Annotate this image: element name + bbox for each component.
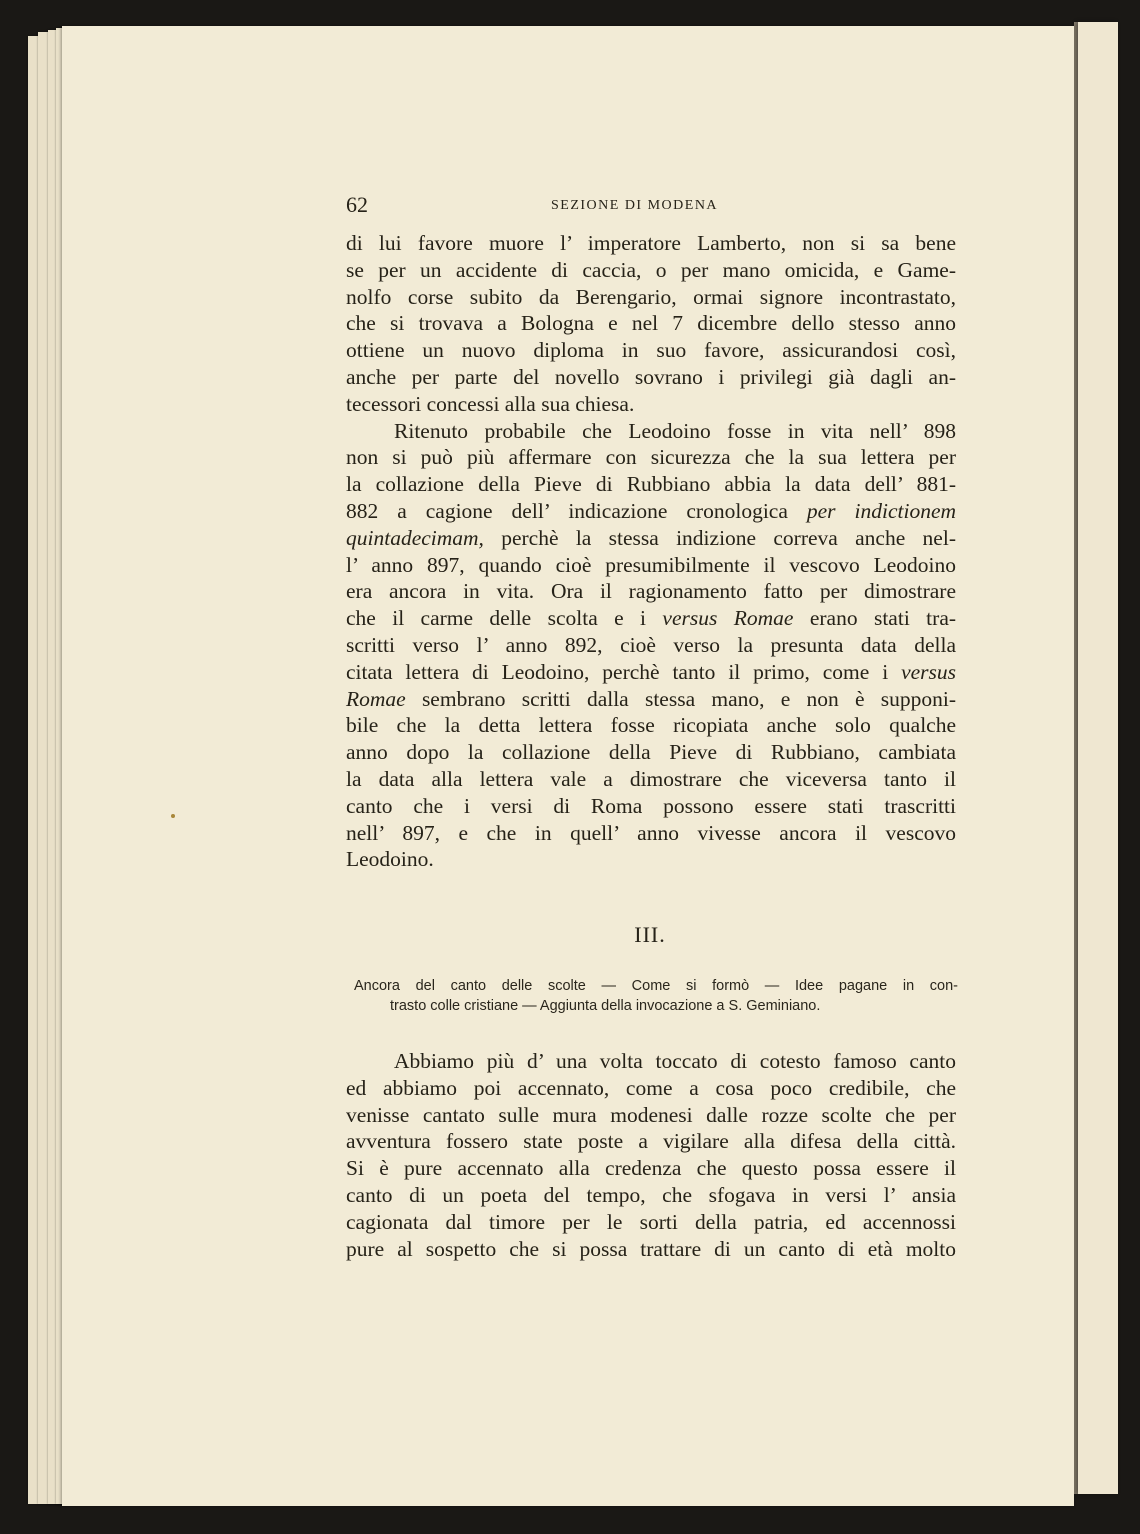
- text-line: canto che i versi di Roma possono essere stati trascritti: [346, 793, 956, 818]
- text-line: non si può più affermare con sicurezza che la sua lettera per: [346, 445, 956, 470]
- text-line: Abbiamo più d’ una volta toccato di cotesto famoso canto: [394, 1049, 956, 1073]
- text-line: che si trovava a Bologna e nel 7 dicembre dello stesso anno: [346, 311, 956, 336]
- text-line: era ancora in vita. Ora il ragionamento fatto per dimostrare: [346, 579, 956, 604]
- running-head: SEZIONE DI MODENA: [551, 198, 719, 213]
- text-line: quintadecimam, perchè la stessa indizione correva anche nel-: [346, 525, 956, 550]
- italic-phrase: per indictionem: [806, 498, 957, 523]
- text-line: Ritenuto probabile che Leodoino fosse in vita nell’ 898: [394, 418, 956, 443]
- page-number: 62: [346, 192, 368, 217]
- text-line: l’ anno 897, quando cioè presumibilmente il vescovo Leodoino: [346, 552, 956, 577]
- text-line: avventura fossero state poste a vigilare alla difesa della città.: [346, 1129, 956, 1154]
- text-line: pure al sospetto che si possa trattare di un canto di età molto: [346, 1236, 956, 1261]
- text-line: di lui favore muore l’ imperatore Lamberto, non si sa bene: [346, 231, 956, 255]
- summary-line: trasto colle cristiane — Aggiunta della invocazione a S. Geminiano.: [390, 998, 821, 1014]
- text-line: Romae sembrano scritti dalla stessa mano, e non è supponi-: [346, 686, 957, 711]
- summary-line: Ancora del canto delle scolte — Come si formò — Idee pagane in con-: [354, 978, 958, 994]
- text-line: Si è pure accennato alla credenza che questo possa essere il: [346, 1156, 956, 1181]
- text-line: canto di un poeta del tempo, che sfogava in versi l’ ansia: [346, 1182, 956, 1207]
- text-line: la collazione della Pieve di Rubbiano abbia la data dell’ 881-: [346, 472, 956, 497]
- text-line: cagionata dal timore per le sorti della patria, ed accennossi: [346, 1209, 956, 1234]
- text-line: anno dopo la collazione della Pieve di Rubbiano, cambiata: [346, 740, 956, 765]
- text-line: la data alla lettera vale a dimostrare che viceversa tanto il: [346, 766, 956, 791]
- text-line: bile che la detta lettera fosse ricopiata anche solo qualche: [346, 713, 956, 738]
- italic-phrase: quintadecimam,: [346, 525, 484, 550]
- text-line: scritti verso l’ anno 892, cioè verso la presunta data della: [346, 632, 956, 657]
- text-line: tecessori concessi alla sua chiesa.: [346, 391, 635, 416]
- text-line: nell’ 897, e che in quell’ anno vivesse ancora il vescovo: [346, 820, 956, 845]
- body-text-continued: [346, 230, 956, 873]
- text-line: che il carme delle scolta e i versus Romae erano stati tra-: [346, 606, 957, 631]
- section-summary: [354, 976, 958, 1016]
- page-header: [346, 192, 956, 218]
- paper-fleck: [171, 814, 175, 818]
- text-line: venisse cantato sulle mura modenesi dalle rozze scolte che per: [346, 1102, 956, 1127]
- text-line: anche per parte del novello sovrano i privilegi già dagli an-: [346, 364, 956, 389]
- section-heading: III.: [634, 922, 666, 947]
- text-line: ottiene un nuovo diploma in suo favore, assicurandosi così,: [346, 338, 956, 363]
- body-text-section-three: [346, 1048, 956, 1262]
- text-line: citata lettera di Leodoino, perchè tanto il primo, come i versus: [346, 659, 957, 684]
- italic-phrase: versus Romae: [662, 606, 794, 631]
- text-line: 882 a cagione dell’ indicazione cronologica per indictionem: [346, 498, 957, 523]
- italic-phrase: versus: [901, 659, 957, 684]
- facing-page-edge: [1078, 22, 1118, 1494]
- text-line: ed abbiamo poi accennato, come a cosa poco credibile, che: [346, 1075, 956, 1100]
- italic-phrase: Romae: [346, 686, 406, 711]
- text-line: Leodoino.: [346, 847, 434, 872]
- text-line: nolfo corse subito da Berengario, ormai signore incontrastato,: [346, 284, 956, 309]
- text-line: se per un accidente di caccia, o per mano omicida, e Game-: [346, 257, 956, 282]
